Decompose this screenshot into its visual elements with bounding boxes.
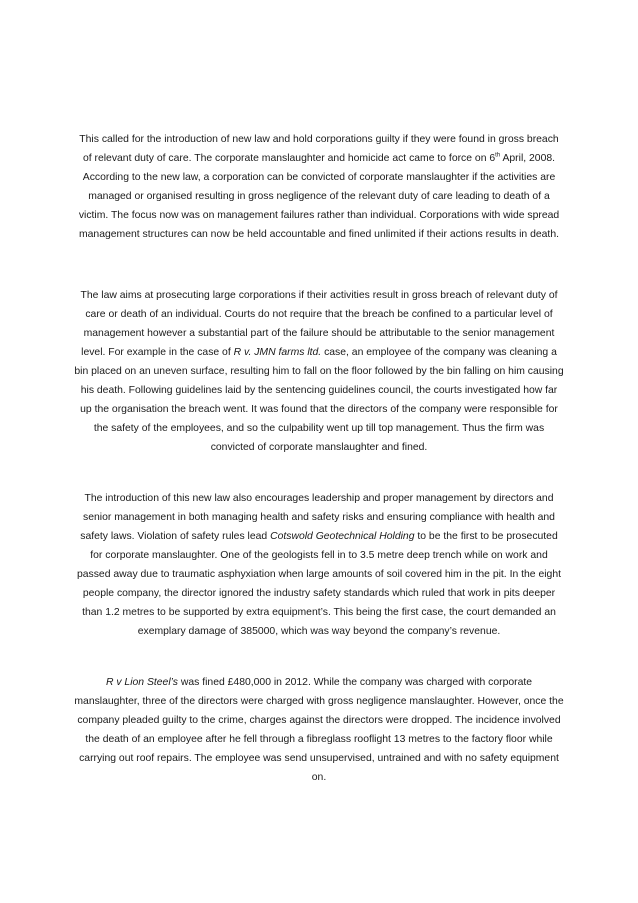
text-segment: was fined £480,000 in 2012. While the company was charged with corporate manslaughter, three of the directors were charged with gross negligence manslaughter. However, once the company pleaded guilty to the crime, charges against the directors were dropped. The incidence involved the death of an employee after he fell through a fibreglass rooflight 13 metres to the factory floor while carrying out roof repairs. The employee was send unsupervised, untrained and with no safety equipment on.	[74, 677, 564, 784]
text-segment: to be the first to be prosecuted for corporate manslaughter. One of the geologists fell in to 3.5 metre deep trench while on work and passed away due to traumatic asphyxiation when large amounts of soil covered him in the pit. In the eight people company, the director ignored the industry safety standards which ruled that work in pits deeper than 1.2 metres to be supported by extra equipment’s. This being the first case, the court demanded an exemplary damage of 385000, which was way beyond the company’s revenue.	[76, 531, 562, 638]
case-name-italic: R v Lion Steel’s	[105, 677, 178, 688]
company-name-italic: Cotswold Geotechnical Holding	[270, 531, 415, 543]
text-segment: The introduction of this new law also encourages leadership and proper management by directors and senior management in both managing health and safety risks and ensuring compliance with health and safety laws. Violation of safety rules lead	[80, 493, 555, 543]
case-name-italic: R v. JMN farms ltd.	[233, 347, 322, 359]
paragraph-leadership-management	[74, 489, 564, 641]
paragraph-law-aims	[74, 286, 564, 457]
paragraph-corporate-manslaughter-act	[74, 130, 564, 244]
superscript-ordinal: th	[495, 152, 501, 159]
paragraph-lion-steel	[74, 673, 564, 787]
text-segment: This called for the introduction of new law and hold corporations guilty if they were found in gross breach of relevant duty of care. The corporate manslaughter and homicide act came to force on 6	[79, 134, 559, 165]
text-segment: The law aims at prosecuting large corporations if their activities result in gross breach of relevant duty of care or death of an individual. Courts do not require that the breach be confined to a particular level of management however a substantial part of the failure should be attributable to the senior management level. For example in the case of	[80, 290, 558, 359]
text-segment: April, 2008. According to the new law, a corporation can be convicted of corporate manslaughter if the activities are managed or organised resulting in gross negligence of the relevant duty of care leading to death of a victim. The focus now was on management failures rather than individual. Corporations with wide spread management structures can now be held accountable and fined unlimited if their actions results in death.	[78, 153, 560, 241]
text-segment: case, an employee of the company was cleaning a bin placed on an uneven surface, resulting him to fall on the floor followed by the bin falling on him causing his death. Following guidelines laid by the sentencing guidelines council, the courts investigated how far up the organisation the breach went. It was found that the directors of the company were responsible for the safety of the employees, and so the culpability went up till top management. Thus the firm was convicted of corporate manslaughter and fined.	[74, 347, 564, 454]
